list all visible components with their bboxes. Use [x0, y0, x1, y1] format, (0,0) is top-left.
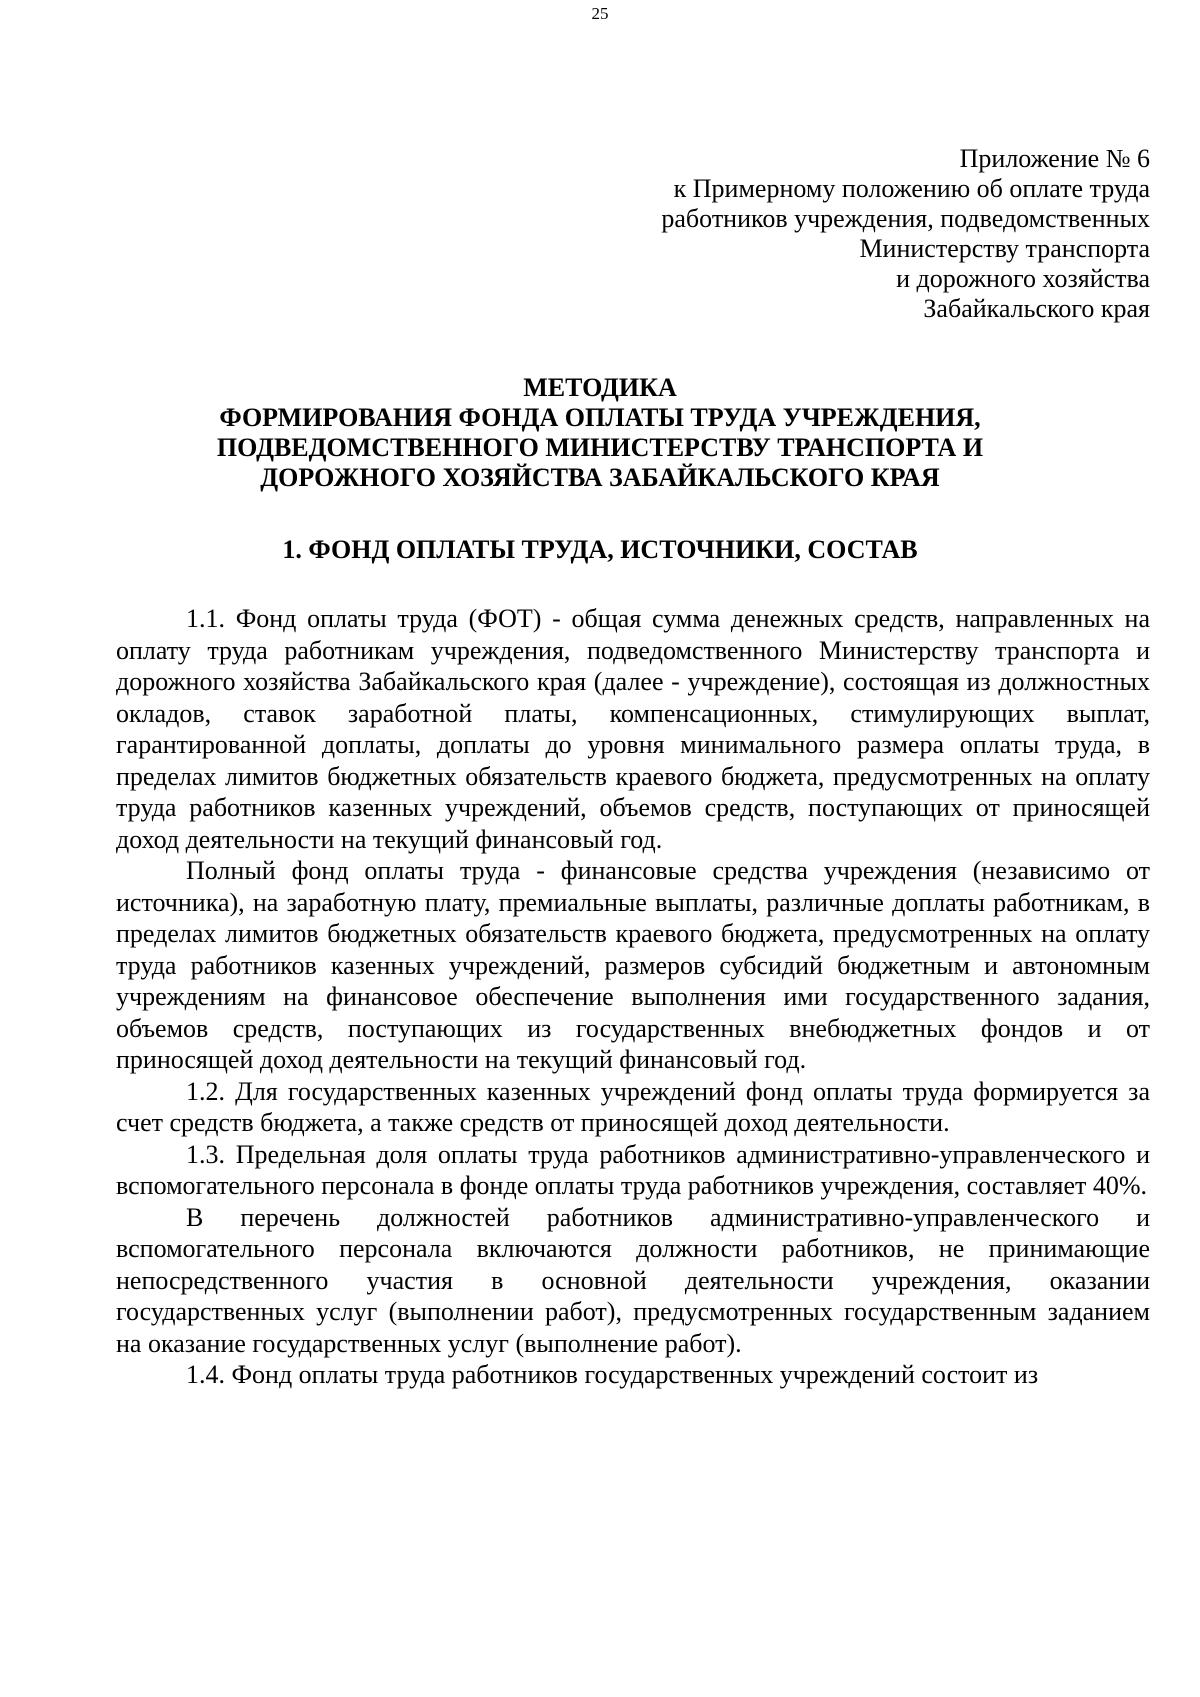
- title-line: ФОРМИРОВАНИЯ ФОНДА ОПЛАТЫ ТРУДА УЧРЕЖДЕНИЯ,: [219, 403, 981, 432]
- title-line: ДОРОЖНОГО ХОЗЯЙСТВА ЗАБАЙКАЛЬСКОГО КРАЯ: [260, 463, 940, 492]
- paragraph: 1.1. Фонд оплаты труда (ФОТ) - общая сумма денежных средств, направленных на оплату труда работникам учреждения, подведомственного Министерству транспорта и дорожного хозяйства Забайкальского края (далее - учреждение), состоящая из должностных окладов, ставок заработной платы, компенсационных, стимулирующих выплат, гарантированной доплаты, доплаты до уровня минимального размера оплаты труда, в пределах лимитов бюджетных обязательств краевого бюджета, предусмотренных на оплату труда работников казенных учреждений, объемов средств, поступающих от приносящей доход деятельности на текущий финансовый год.: [116, 604, 1150, 854]
- appendix-note: [530, 144, 1150, 324]
- appendix-line: Приложение № 6: [959, 144, 1150, 173]
- title-line: ПОДВЕДОМСТВЕННОГО МИНИСТЕРСТВУ ТРАНСПОРТА И: [216, 433, 984, 462]
- appendix-line: работников учреждения, подведомственных: [661, 204, 1150, 233]
- paragraph: 1.2. Для государственных казенных учреждений фонд оплаты труда формируется за счет средств бюджета, а также средств от приносящей доход деятельности.: [116, 1076, 1150, 1137]
- paragraph: 1.4. Фонд оплаты труда работников государственных учреждений состоит из: [186, 1360, 1039, 1389]
- appendix-line: Министерству транспорта: [859, 234, 1150, 263]
- appendix-line: Забайкальского края: [923, 294, 1150, 323]
- page-number: 25: [591, 4, 609, 23]
- appendix-line: и дорожного хозяйства: [896, 264, 1150, 293]
- paragraph: В перечень должностей работников административно-управленческого и вспомогательного персонала включаются должности работников, не принимающие непосредственного участия в основной деятельности учреждения, оказании государственных услуг (выполнении работ), предусмотренных государственным заданием на оказание государственных услуг (выполнение работ).: [116, 1202, 1150, 1358]
- paragraph: Полный фонд оплаты труда - финансовые средства учреждения (независимо от источника), на заработную плату, премиальные выплаты, различные доплаты работникам, в пределах лимитов бюджетных обязательств краевого бюджета, предусмотренных на оплату труда работников казенных учреждений, размеров субсидий бюджетным и автономным учреждениям на финансовое обеспечение выполнения ими государственного задания, объемов средств, поступающих из государственных внебюджетных фондов и от приносящей доход деятельности на текущий финансовый год.: [116, 856, 1150, 1074]
- section-heading: 1. ФОНД ОПЛАТЫ ТРУДА, ИСТОЧНИКИ, СОСТАВ: [282, 535, 918, 564]
- appendix-line: к Примерному положению об оплате труда: [673, 174, 1150, 203]
- title-line: МЕТОДИКА: [523, 373, 677, 402]
- section-body: [116, 603, 1150, 1391]
- document-title: [0, 373, 1200, 493]
- paragraph: 1.3. Предельная доля оплаты труда работников административно-управленческого и вспомогательного персонала в фонде оплаты труда работников учреждения, составляет 40%.: [116, 1139, 1150, 1200]
